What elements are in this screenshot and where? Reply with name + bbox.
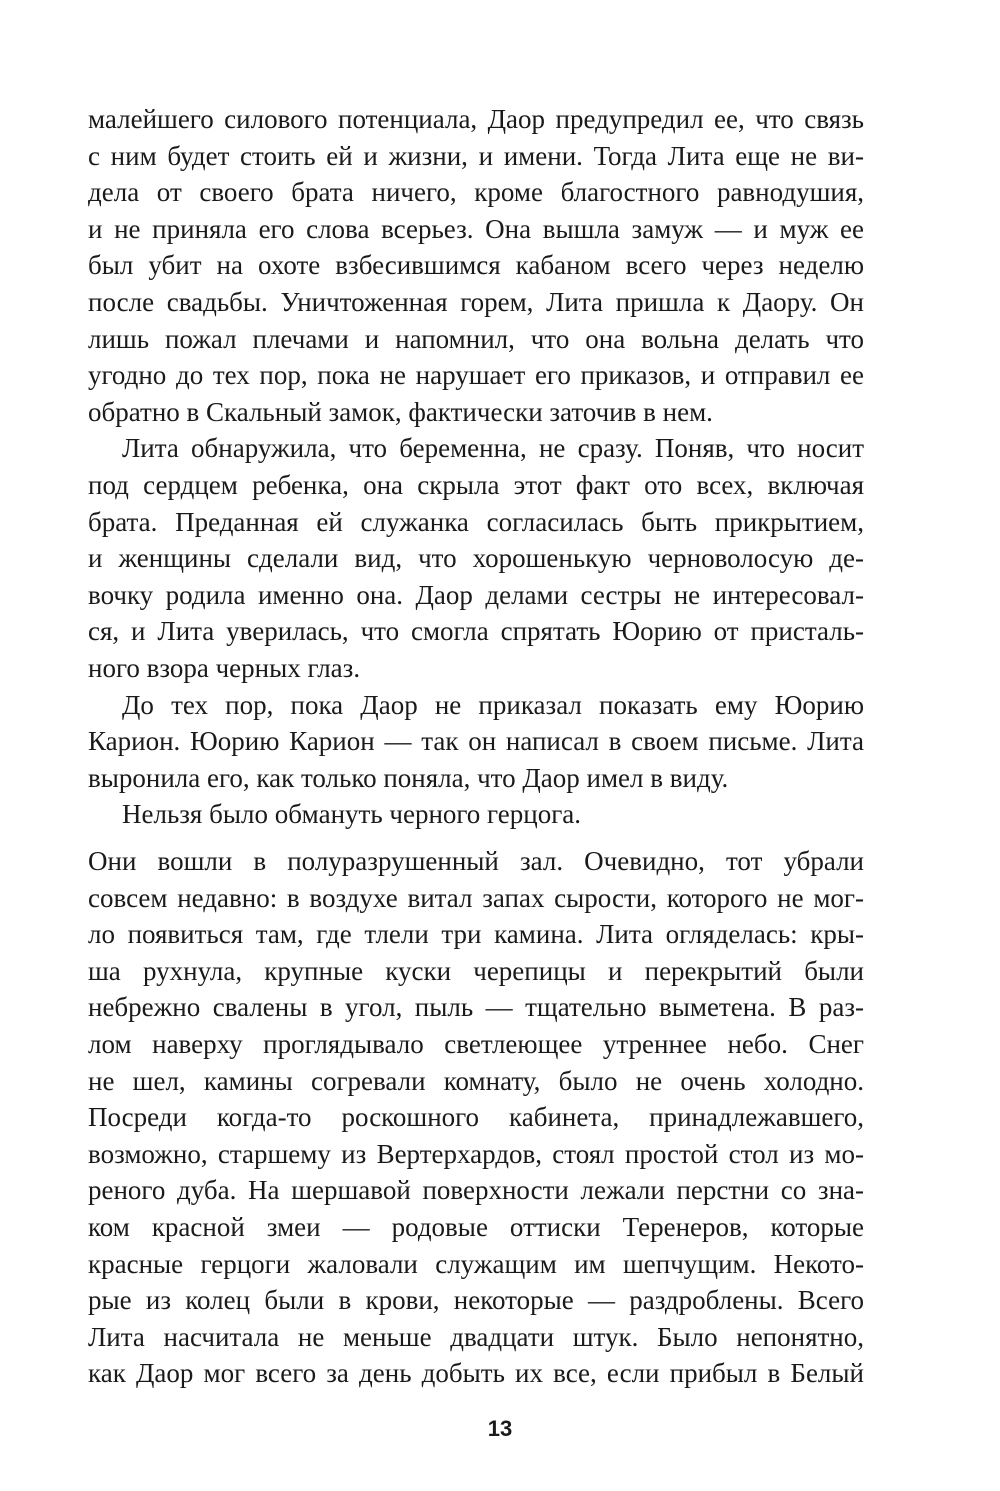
text-line: рые из колец были в крови, некоторые — раздроблены. Всего bbox=[88, 1285, 864, 1316]
text-line: ша рухнула, крупные куски черепицы и перекрытий были bbox=[88, 955, 864, 986]
text-line: не шел, камины согревали комнату, было не очень холодно. bbox=[88, 1065, 864, 1096]
text-line: Посреди когда-то роскошного кабинета, принадлежавшего, bbox=[88, 1102, 864, 1133]
text-line: с ним будет стоить ей и жизни, и имени. Тогда Лита еще не ви- bbox=[88, 140, 864, 171]
text-line: ком красной змеи — родовые оттиски Теренеров, которые bbox=[88, 1211, 864, 1242]
text-line: совсем недавно: в воздухе витал запах сырости, которого не мог- bbox=[88, 882, 864, 913]
text-line: ло появиться там, где тлели три камина. Лита огляделась: кры- bbox=[88, 919, 864, 950]
text-line: возможно, старшему из Вертерхардов, стоял простой стол из мо- bbox=[88, 1138, 864, 1169]
text-line: выронила его, как только поняла, что Даор имел в виду. bbox=[88, 762, 729, 793]
text-line: ся, и Лита уверилась, что смогла спрятать Юорию от присталь- bbox=[88, 616, 864, 647]
text-line: Лита насчитала не меньше двадцати штук. Было непонятно, bbox=[88, 1321, 864, 1352]
text-line: обратно в Скальный замок, фактически заточив в нем. bbox=[88, 396, 713, 427]
text-line: реного дуба. На шершавой поверхности лежали перстни со зна- bbox=[88, 1175, 864, 1206]
text-line: Нельзя было обмануть черного герцога. bbox=[122, 799, 581, 830]
text-line: после свадьбы. Уничтоженная горем, Лита пришла к Даору. Он bbox=[88, 286, 864, 317]
text-line: угодно до тех пор, пока не нарушает его приказов, и отправил ее bbox=[88, 360, 864, 391]
text-line: красные герцоги жаловали служащим им шепчущим. Некото- bbox=[88, 1248, 864, 1279]
text-line: и женщины сделали вид, что хорошенькую черноволосую де- bbox=[88, 543, 864, 574]
page-number: 13 bbox=[487, 1416, 513, 1441]
text-line: был убит на охоте взбесившимся кабаном всего через неделю bbox=[88, 250, 864, 281]
text-line: Карион. Юорию Карион — так он написал в своем письме. Лита bbox=[88, 726, 864, 757]
text-line: Они вошли в полуразрушенный зал. Очевидно, тот убрали bbox=[88, 846, 864, 876]
text-section-2 bbox=[88, 843, 864, 1392]
text-line: и не приняла его слова всерьез. Она вышла замуж — и муж ее bbox=[88, 213, 864, 244]
text-line: лишь пожал плечами и напомнил, что она вольна делать что bbox=[88, 323, 864, 354]
text-line: небрежно свалены в угол, пыль — тщательно выметена. В раз- bbox=[88, 992, 864, 1023]
text-line: малейшего силового потенциала, Даор предупредил ее, что связь bbox=[88, 104, 864, 134]
text-line: брата. Преданная ей служанка согласилась быть прикрытием, bbox=[88, 506, 864, 537]
text-line: под сердцем ребенка, она скрыла этот факт ото всех, включая bbox=[88, 469, 864, 500]
text-line: как Даор мог всего за день добыть их все, если прибыл в Белый bbox=[88, 1358, 864, 1389]
text-line: дела от своего брата ничего, кроме благостного равнодушия, bbox=[88, 177, 864, 208]
text-line: лом наверху проглядывало светлеющее утреннее небо. Снег bbox=[88, 1028, 864, 1059]
text-line: вочку родила именно она. Даор делами сестры не интересовал- bbox=[88, 579, 864, 610]
text-line: До тех пор, пока Даор не приказал показать ему Юорию bbox=[122, 689, 864, 720]
text-line: ного взора черных глаз. bbox=[88, 652, 361, 683]
text-line: Лита обнаружила, что беременна, не сразу. Поняв, что носит bbox=[122, 433, 864, 464]
text-section-1 bbox=[88, 101, 864, 833]
